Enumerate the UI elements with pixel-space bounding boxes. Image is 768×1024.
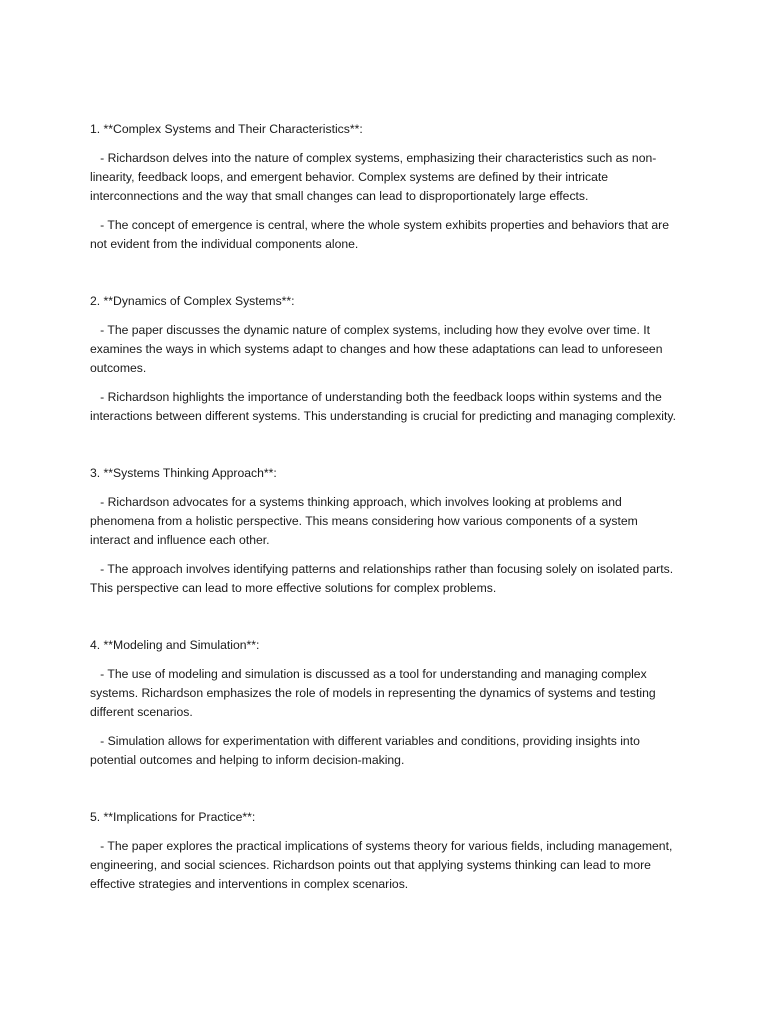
section-heading: 3. **Systems Thinking Approach**: [90, 466, 277, 480]
section-dynamics [90, 292, 676, 426]
section-heading: 2. **Dynamics of Complex Systems**: [90, 294, 295, 308]
document-body [90, 120, 676, 932]
section-paragraph: - The approach involves identifying patterns and relationships rather than focusing solely on isolated parts. This perspective can lead to more effective solutions for complex problems. [90, 562, 677, 595]
section-modeling-simulation [90, 636, 676, 770]
section-heading: 5. **Implications for Practice**: [90, 810, 256, 824]
section-implications [90, 808, 676, 894]
section-paragraph: - The use of modeling and simulation is discussed as a tool for understanding and managing complex systems. Richardson emphasizes the role of models in representing the dynamics of systems and testing different scenarios. [90, 667, 660, 719]
section-heading: 1. **Complex Systems and Their Characteristics**: [90, 122, 363, 136]
section-paragraph: - The concept of emergence is central, where the whole system exhibits properties and behaviors that are not evident from the individual components alone. [90, 218, 673, 251]
section-heading: 4. **Modeling and Simulation**: [90, 638, 260, 652]
section-paragraph: - The paper explores the practical implications of systems theory for various fields, including management, engineering, and social sciences. Richardson points out that applying systems thinking can lead to more effective strategies and interventions in complex scenarios. [90, 839, 676, 891]
section-paragraph: - Richardson advocates for a systems thinking approach, which involves looking at problems and phenomena from a holistic perspective. This means considering how various components of a system interact and influence each other. [90, 495, 642, 547]
section-paragraph: - Richardson highlights the importance of understanding both the feedback loops within systems and the interactions between different systems. This understanding is crucial for predicting and managing complexity. [90, 390, 676, 423]
section-paragraph: - Simulation allows for experimentation with different variables and conditions, providing insights into potential outcomes and helping to inform decision-making. [90, 734, 644, 767]
section-paragraph: - Richardson delves into the nature of complex systems, emphasizing their characteristics such as non-linearity, feedback loops, and emergent behavior. Complex systems are defined by their intricate interconnections and the way that small changes can lead to disproportionately large effects. [90, 151, 657, 203]
section-systems-thinking [90, 464, 676, 598]
section-paragraph: - The paper discusses the dynamic nature of complex systems, including how they evolve over time. It examines the ways in which systems adapt to changes and how these adaptations can lead to unforeseen outcomes. [90, 323, 666, 375]
section-complex-systems [90, 120, 676, 254]
